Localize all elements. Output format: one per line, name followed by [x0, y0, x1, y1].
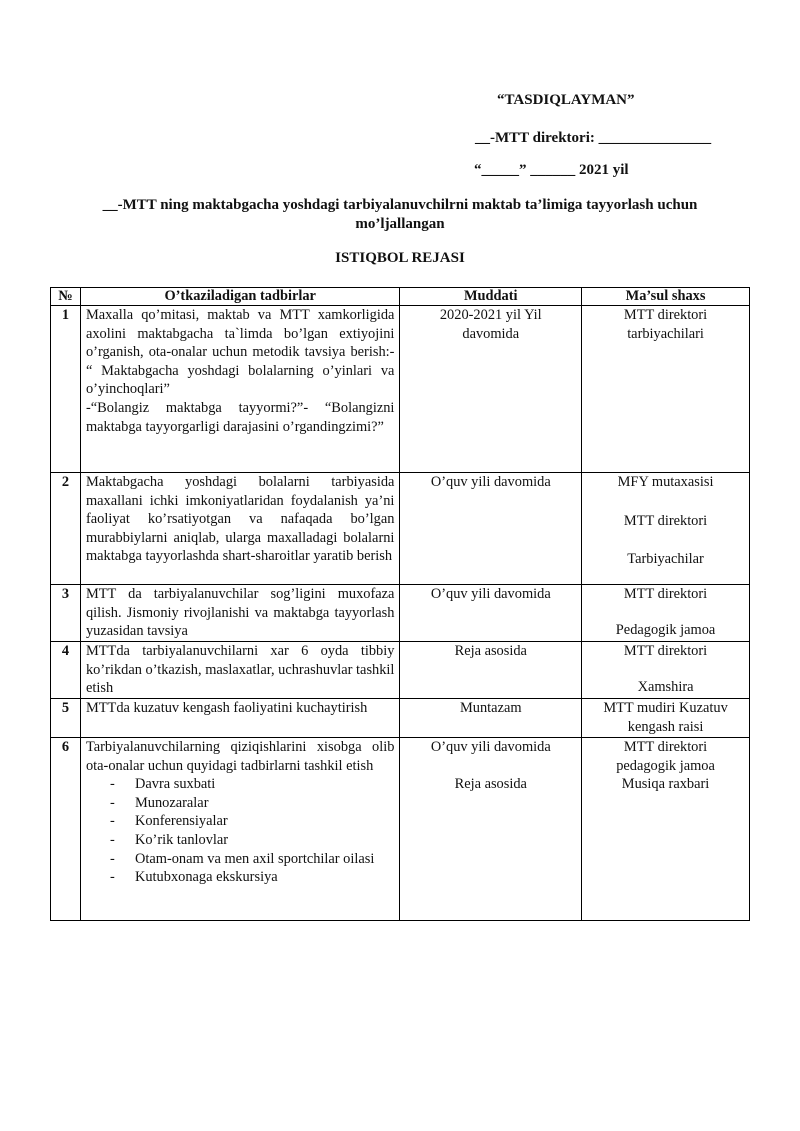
row-responsible: MTT direktori tarbiyachilari [582, 306, 750, 473]
approval-title: “TASDIQLAYMAN” [497, 92, 635, 108]
row-term: O’quv yili davomida [400, 473, 582, 585]
responsible-line: MFY mutaxasisi [617, 474, 714, 490]
row-term: Reja asosida [400, 642, 582, 699]
approval-director-line: __-MTT direktori: _______________ [475, 130, 712, 146]
responsible-line: MTT direktori [623, 739, 708, 755]
row-event [80, 306, 399, 473]
row-event-text: Maxalla qo’mitasi, maktab va MTT xamkorligida axolini maktabgacha ta`limda bo’lgan extiyojini o’rganish, ota-onalar uchun metodik tavsiya berish:- “ Maktabgacha yoshdagi bolalarning o’yinlari va o’yinchoqlari” [85, 307, 395, 398]
row-event: MTTda kuzatuv kengash faoliyatini kuchaytirish [80, 699, 399, 738]
row-term: 2020-2021 yil Yil davomida [400, 306, 582, 473]
table-row [51, 699, 750, 738]
row-number: 6 [51, 738, 81, 921]
responsible-line: MTT direktori [623, 512, 708, 529]
term-line: Reja asosida [454, 775, 527, 792]
row-term: Muntazam [400, 699, 582, 738]
table-row [51, 642, 750, 699]
row-event-text: Tarbiyalanuvchilarning qiziqishlarini xisobga olib ota-onalar uchun quyidagi tadbirlarni tashkil etish [85, 739, 395, 774]
event-activity-list [86, 775, 394, 887]
row-event: Maktabgacha yoshdagi bolalarni tarbiyasida maxallani ichki imkoniyatlaridan foydalanish ya’ni faoliyat ko’rsatiyotgan va nafaqada bo’lgan murabbiylarni aniqlab, ularga maxalladagi bolalarni maktabga tayyorlashda shart-sharoitlar yaratib berish [80, 473, 399, 585]
list-item: - Otam-onam va men axil sportchilar oilasi [110, 850, 394, 869]
row-event: MTT da tarbiyalanuvchilar sog’ligini muxofaza qilish. Jismoniy rivojlanishi va maktabga tayyorlash yuzasidan tavsiya [80, 585, 399, 642]
column-header-events: O’tkaziladigan tadbirlar [80, 288, 399, 306]
responsible-line: pedagogik jamoa [616, 757, 715, 774]
row-number: 1 [51, 306, 81, 473]
row-number: 3 [51, 585, 81, 642]
row-number: 5 [51, 699, 81, 738]
table-row [51, 306, 750, 473]
term-line: O’quv yili davomida [430, 739, 551, 755]
table-row [51, 738, 750, 921]
row-event-extra: -“Bolangiz maktabga tayyormi?”- “Bolangizni maktabga tayyorgarligi darajasini o’rgandingzimi?” [85, 399, 395, 435]
document-title: __-MTT ning maktabgacha yoshdagi tarbiyalanuvchilrni maktab ta’limiga tayyorlash uchun mo’ljallangan [102, 197, 698, 232]
approval-date-line: “_____” ______ 2021 yil [474, 162, 629, 178]
responsible-line: Xamshira [637, 679, 694, 696]
row-number: 4 [51, 642, 81, 699]
list-item: - Konferensiyalar [110, 812, 394, 831]
row-responsible [582, 642, 750, 699]
table-header-row [51, 288, 750, 306]
table-row [51, 585, 750, 642]
column-header-number: № [51, 288, 81, 306]
list-item: - Kutubxonaga ekskursiya [110, 868, 394, 887]
row-term: O’quv yili davomida [400, 585, 582, 642]
row-term [400, 738, 582, 921]
row-responsible [582, 738, 750, 921]
row-number: 2 [51, 473, 81, 585]
column-header-term: Muddati [400, 288, 582, 306]
row-responsible: MTT mudiri Kuzatuv kengash raisi [582, 699, 750, 738]
list-item: - Ko’rik tanlovlar [110, 831, 394, 850]
responsible-line: Musiqa raxbari [621, 776, 710, 793]
row-event: MTTda tarbiyalanuvchilarni xar 6 oyda tibbiy ko’rikdan o’tkazish, maslaxatlar, uchrashuvlar tashkil etish [80, 642, 399, 699]
responsible-line: MTT direktori [623, 586, 708, 602]
document-subtitle: ISTIQBOL REJASI [335, 250, 465, 266]
row-responsible [582, 585, 750, 642]
list-item: - Munozaralar [110, 794, 394, 813]
responsible-line: MTT direktori [623, 643, 708, 659]
responsible-line: Pedagogik jamoa [615, 622, 716, 639]
responsible-line: Tarbiyachilar [627, 551, 704, 568]
column-header-responsible: Ma’sul shaxs [582, 288, 750, 306]
row-responsible [582, 473, 750, 585]
plan-table [50, 287, 750, 921]
table-row [51, 473, 750, 585]
list-item: - Davra suxbati [110, 775, 394, 794]
row-event [80, 738, 399, 921]
